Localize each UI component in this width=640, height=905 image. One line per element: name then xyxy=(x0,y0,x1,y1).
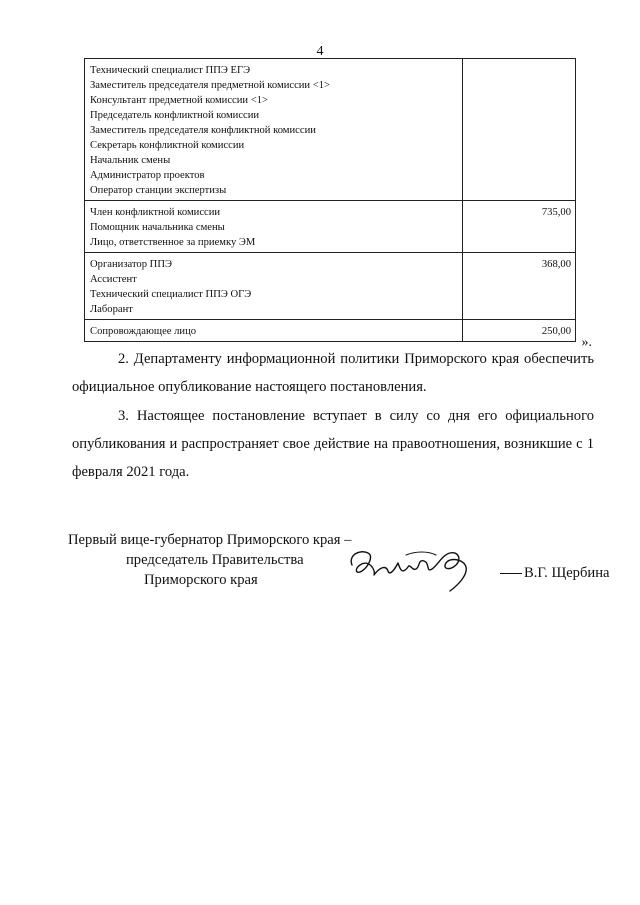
signatory-title-line: председатель Правительства xyxy=(126,552,304,568)
position-name: Технический специалист ППЭ ЕГЭ xyxy=(90,65,251,76)
position-name: Лицо, ответственное за приемку ЭМ xyxy=(90,237,256,248)
position-name: Ассистент xyxy=(90,274,137,285)
closing-quote-mark: ». xyxy=(581,335,592,350)
table-row xyxy=(85,201,576,253)
table-row xyxy=(85,59,576,201)
table-row xyxy=(85,320,576,342)
position-name: Заместитель председателя предметной комиссии <1> xyxy=(90,80,330,91)
position-name: Заместитель председателя конфликтной комиссии xyxy=(90,125,316,136)
paragraph-3: 3. Настоящее постановление вступает в силу со дня его официального опубликования и распространяет свое действие на правоотношения, возникшие с 1 февраля 2021 года. xyxy=(72,408,594,480)
position-name: Председатель конфликтной комиссии xyxy=(90,110,260,121)
position-names-cell xyxy=(85,320,463,342)
rate-value-cell: 735,00 xyxy=(463,201,576,253)
page-number: 4 xyxy=(316,44,324,59)
handwritten-signature xyxy=(346,545,486,595)
position-names-cell xyxy=(85,253,463,320)
rate-value-cell: 250,00 xyxy=(463,320,576,342)
position-name: Начальник смены xyxy=(90,155,171,166)
position-name: Лаборант xyxy=(90,304,133,315)
position-names-cell xyxy=(85,59,463,201)
position-name: Оператор станции экспертизы xyxy=(90,185,227,196)
position-rates-table xyxy=(84,58,576,342)
signatory-title-line: Первый вице-губернатор Приморского края – xyxy=(68,532,352,548)
position-names-cell xyxy=(85,201,463,253)
position-name: Секретарь конфликтной комиссии xyxy=(90,140,245,151)
signature-dash xyxy=(500,573,522,574)
position-name: Сопровождающее лицо xyxy=(90,326,197,337)
paragraph-2: 2. Департаменту информационной политики Приморского края обеспечить официальное опубликование настоящего постановления. xyxy=(72,351,594,395)
position-name: Консультант предметной комиссии <1> xyxy=(90,95,268,106)
position-name: Помощник начальника смены xyxy=(90,222,225,233)
rate-value-cell xyxy=(463,59,576,201)
signatory-title-line: Приморского края xyxy=(144,572,258,588)
position-name: Технический специалист ППЭ ОГЭ xyxy=(90,289,252,300)
signatory-title xyxy=(68,530,351,590)
rate-value-cell: 368,00 xyxy=(463,253,576,320)
position-name: Организатор ППЭ xyxy=(90,259,172,270)
table-row xyxy=(85,253,576,320)
position-name: Член конфликтной комиссии xyxy=(90,207,221,218)
position-name: Администратор проектов xyxy=(90,170,205,181)
signatory-name: В.Г. Щербина xyxy=(524,565,610,581)
signatory-name-line xyxy=(500,565,610,582)
